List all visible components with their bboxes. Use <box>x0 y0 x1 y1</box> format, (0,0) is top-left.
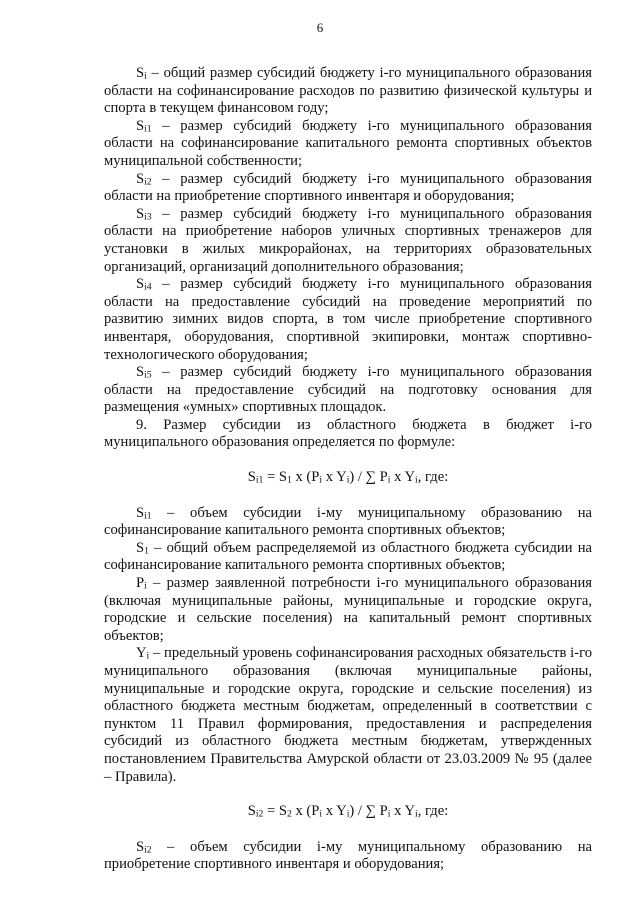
definition-s-i2: $S_{i2}$ – размер субсидий бюджету i-го муниципального образования области на приобретение спортивного инвентаря и оборудования; <box>104 170 592 205</box>
paragraph-9: 9. Размер субсидии из областного бюджета в бюджет i-го муниципального образования определяется по формуле: <box>104 416 592 451</box>
definition-p-i: $P_i$ – размер заявленной потребности i-го муниципального образования (включая муниципальные районы, муниципальные и городские округа, городские и сельские поселения) на капитальный ремонт спортивных объектов; <box>104 575 592 644</box>
definition-s-i4: $S_{i4}$ – размер субсидий бюджету i-го муниципального образования области на предоставление субсидий на проведение мероприятий по развитию зимних видов спорта, в том числе приобретение спортивного инвентаря, оборудования, спортивной экипировки, монтаж спортивно-технологического оборудования; <box>104 276 592 363</box>
formula-s-i1: $S_{i1} = S_1$ x ($P_i$ x $Y_i$) / ∑ $P_i$ x $Y_i$, где: <box>247 469 449 486</box>
page-number: 6 <box>316 20 324 35</box>
definition-s-i1-volume: $S_{i1}$ – объем субсидии i-му муниципальному образованию на софинансирование капитального ремонта спортивных объектов; <box>104 504 592 539</box>
definition-s-i: $S_i$ – общий размер субсидий бюджету i-го муниципального образования области на софинансирование расходов по развитию физической культуры и спорта в текущем финансовом году; <box>104 65 592 117</box>
definition-s-i2-volume: $S_{i2}$ – объем субсидии i-му муниципальному образованию на приобретение спортивного инвентаря и оборудования; <box>104 838 592 873</box>
document-body <box>104 65 592 874</box>
definition-s-1: $S_1$ – общий объем распределяемой из областного бюджета субсидии на софинансирование капитального ремонта спортивных объектов; <box>104 539 592 574</box>
definition-y-i: $Y_i$ – предельный уровень софинансирования расходных обязательств i-го муниципального образования (включая муниципальные районы, муниципальные и городские округа, городские и сельские поселения) из областного бюджета местным бюджетам, определенный в соответствии с пунктом 11 Правил формирования, предоставления и распределения субсидий из областного бюджета местным бюджетам, утвержденных постановлением Правительства Амурской области от 23.03.2009 № 95 (далее – Правила). <box>104 645 592 785</box>
formula-s-i2: $S_{i2} = S_2$ x ($P_i$ x $Y_i$) / ∑ $P_i$ x $Y_i$, где: <box>247 803 449 820</box>
definition-s-i1: $S_{i1}$ – размер субсидий бюджету i-го муниципального образования области на софинансирование капитального ремонта спортивных объектов муниципальной собственности; <box>104 117 592 169</box>
definition-s-i5: $S_{i5}$ – размер субсидий бюджету i-го муниципального образования области на предоставление субсидий на подготовку основания для размещения «умных» спортивных площадок. <box>104 364 592 416</box>
definition-s-i3: $S_{i3}$ – размер субсидий бюджету i-го муниципального образования области на приобретение наборов уличных спортивных тренажеров для установки в жилых микрорайонах, на территориях образовательных организаций, организаций дополнительного образования; <box>104 205 592 275</box>
